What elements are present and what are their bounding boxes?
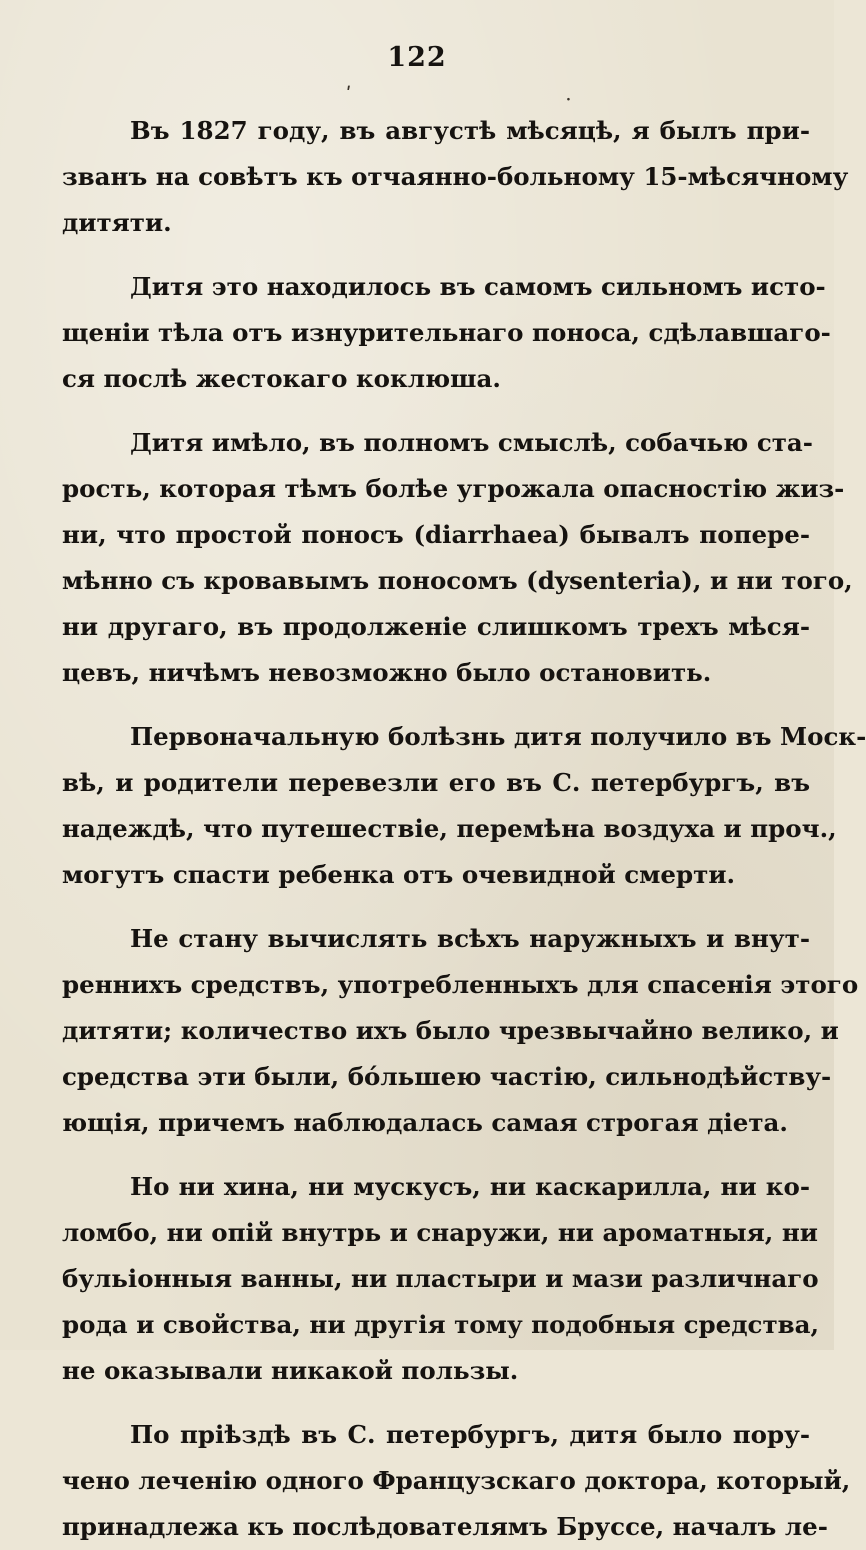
text-line: По пріѣздѣ въ С. петербургъ, дитя было пору- bbox=[130, 1420, 810, 1449]
text-line: ни другаго, въ продолженіе слишкомъ трехъ мѣся- bbox=[62, 612, 810, 641]
text-line: чено леченію одного Французскаго доктора, который, bbox=[62, 1466, 851, 1495]
text-line: Дитя имѣло, въ полномъ смыслѣ, собачью ста- bbox=[130, 428, 813, 457]
text-line: мѣнно съ кровавымъ поносомъ (dysenteria), и ни того, bbox=[62, 566, 853, 595]
paragraph-2 bbox=[62, 264, 831, 402]
text-line: ни, что простой поносъ (diarrhaea) бывалъ попере- bbox=[62, 520, 810, 549]
text-line: реннихъ средствъ, употребленныхъ для спасенія этого bbox=[62, 970, 859, 999]
text-line: званъ на совѣтъ къ отчаянно-больному 15-мѣсячному bbox=[62, 162, 849, 191]
text-line: Дитя это находилось въ самомъ сильномъ исто- bbox=[130, 272, 826, 301]
paragraph-5 bbox=[62, 916, 859, 1146]
text-line: принадлежа къ послѣдователямъ Бруссе, началъ ле- bbox=[62, 1512, 828, 1541]
text-line: бульіонныя ванны, ни пластыри и мази различнаго bbox=[62, 1264, 819, 1293]
paragraph-4 bbox=[62, 714, 866, 898]
text-line: ломбо, ни опій внутрь и снаружи, ни ароматныя, ни bbox=[62, 1218, 818, 1247]
text-line: рода и свойства, ни другія тому подобныя средства, bbox=[62, 1310, 820, 1339]
text-line: надеждѣ, что путешествіе, перемѣна воздуха и проч., bbox=[62, 814, 837, 843]
text-line: дитяти. bbox=[62, 208, 172, 237]
text-line: щеніи тѣла отъ изнурительнаго поноса, сдѣлавшаго- bbox=[62, 318, 831, 347]
paragraph-1 bbox=[62, 108, 849, 246]
text-line: ся послѣ жестокаго коклюша. bbox=[62, 364, 501, 393]
text-line: вѣ, и родители перевезли его въ С. петербургъ, въ bbox=[62, 768, 810, 797]
text-line: не оказывали никакой пользы. bbox=[62, 1356, 519, 1385]
text-line: могутъ спасти ребенка отъ очевидной смерти. bbox=[62, 860, 736, 889]
ink-speck: ʹ bbox=[346, 84, 352, 105]
text-line: Не стану вычислять всѣхъ наружныхъ и внут- bbox=[130, 924, 810, 953]
paragraph-7 bbox=[62, 1412, 851, 1541]
text-line: рость, которая тѣмъ болѣе угрожала опасностію жиз- bbox=[62, 474, 845, 503]
paragraph-3 bbox=[62, 420, 853, 696]
text-line: Первоначальную болѣзнь дитя получило въ Моск- bbox=[130, 722, 866, 751]
text-line: ющія, причемъ наблюдалась самая строгая діета. bbox=[62, 1108, 788, 1137]
text-line: цевъ, ничѣмъ невозможно было остановить. bbox=[62, 658, 712, 687]
text-line: дитяти; количество ихъ было чрезвычайно велико, и bbox=[62, 1016, 839, 1045]
body-text bbox=[62, 108, 866, 1542]
text-line: средства эти были, бо́льшею частію, сильнодѣйству- bbox=[62, 1062, 832, 1091]
text-line: Въ 1827 году, въ августѣ мѣсяцѣ, я былъ при- bbox=[130, 116, 810, 145]
paragraph-6 bbox=[62, 1164, 820, 1394]
page-number: 122 bbox=[387, 42, 447, 73]
text-line: Но ни хина, ни мускусъ, ни каскарилла, ни ко- bbox=[130, 1172, 810, 1201]
ink-speck: · bbox=[566, 92, 571, 108]
